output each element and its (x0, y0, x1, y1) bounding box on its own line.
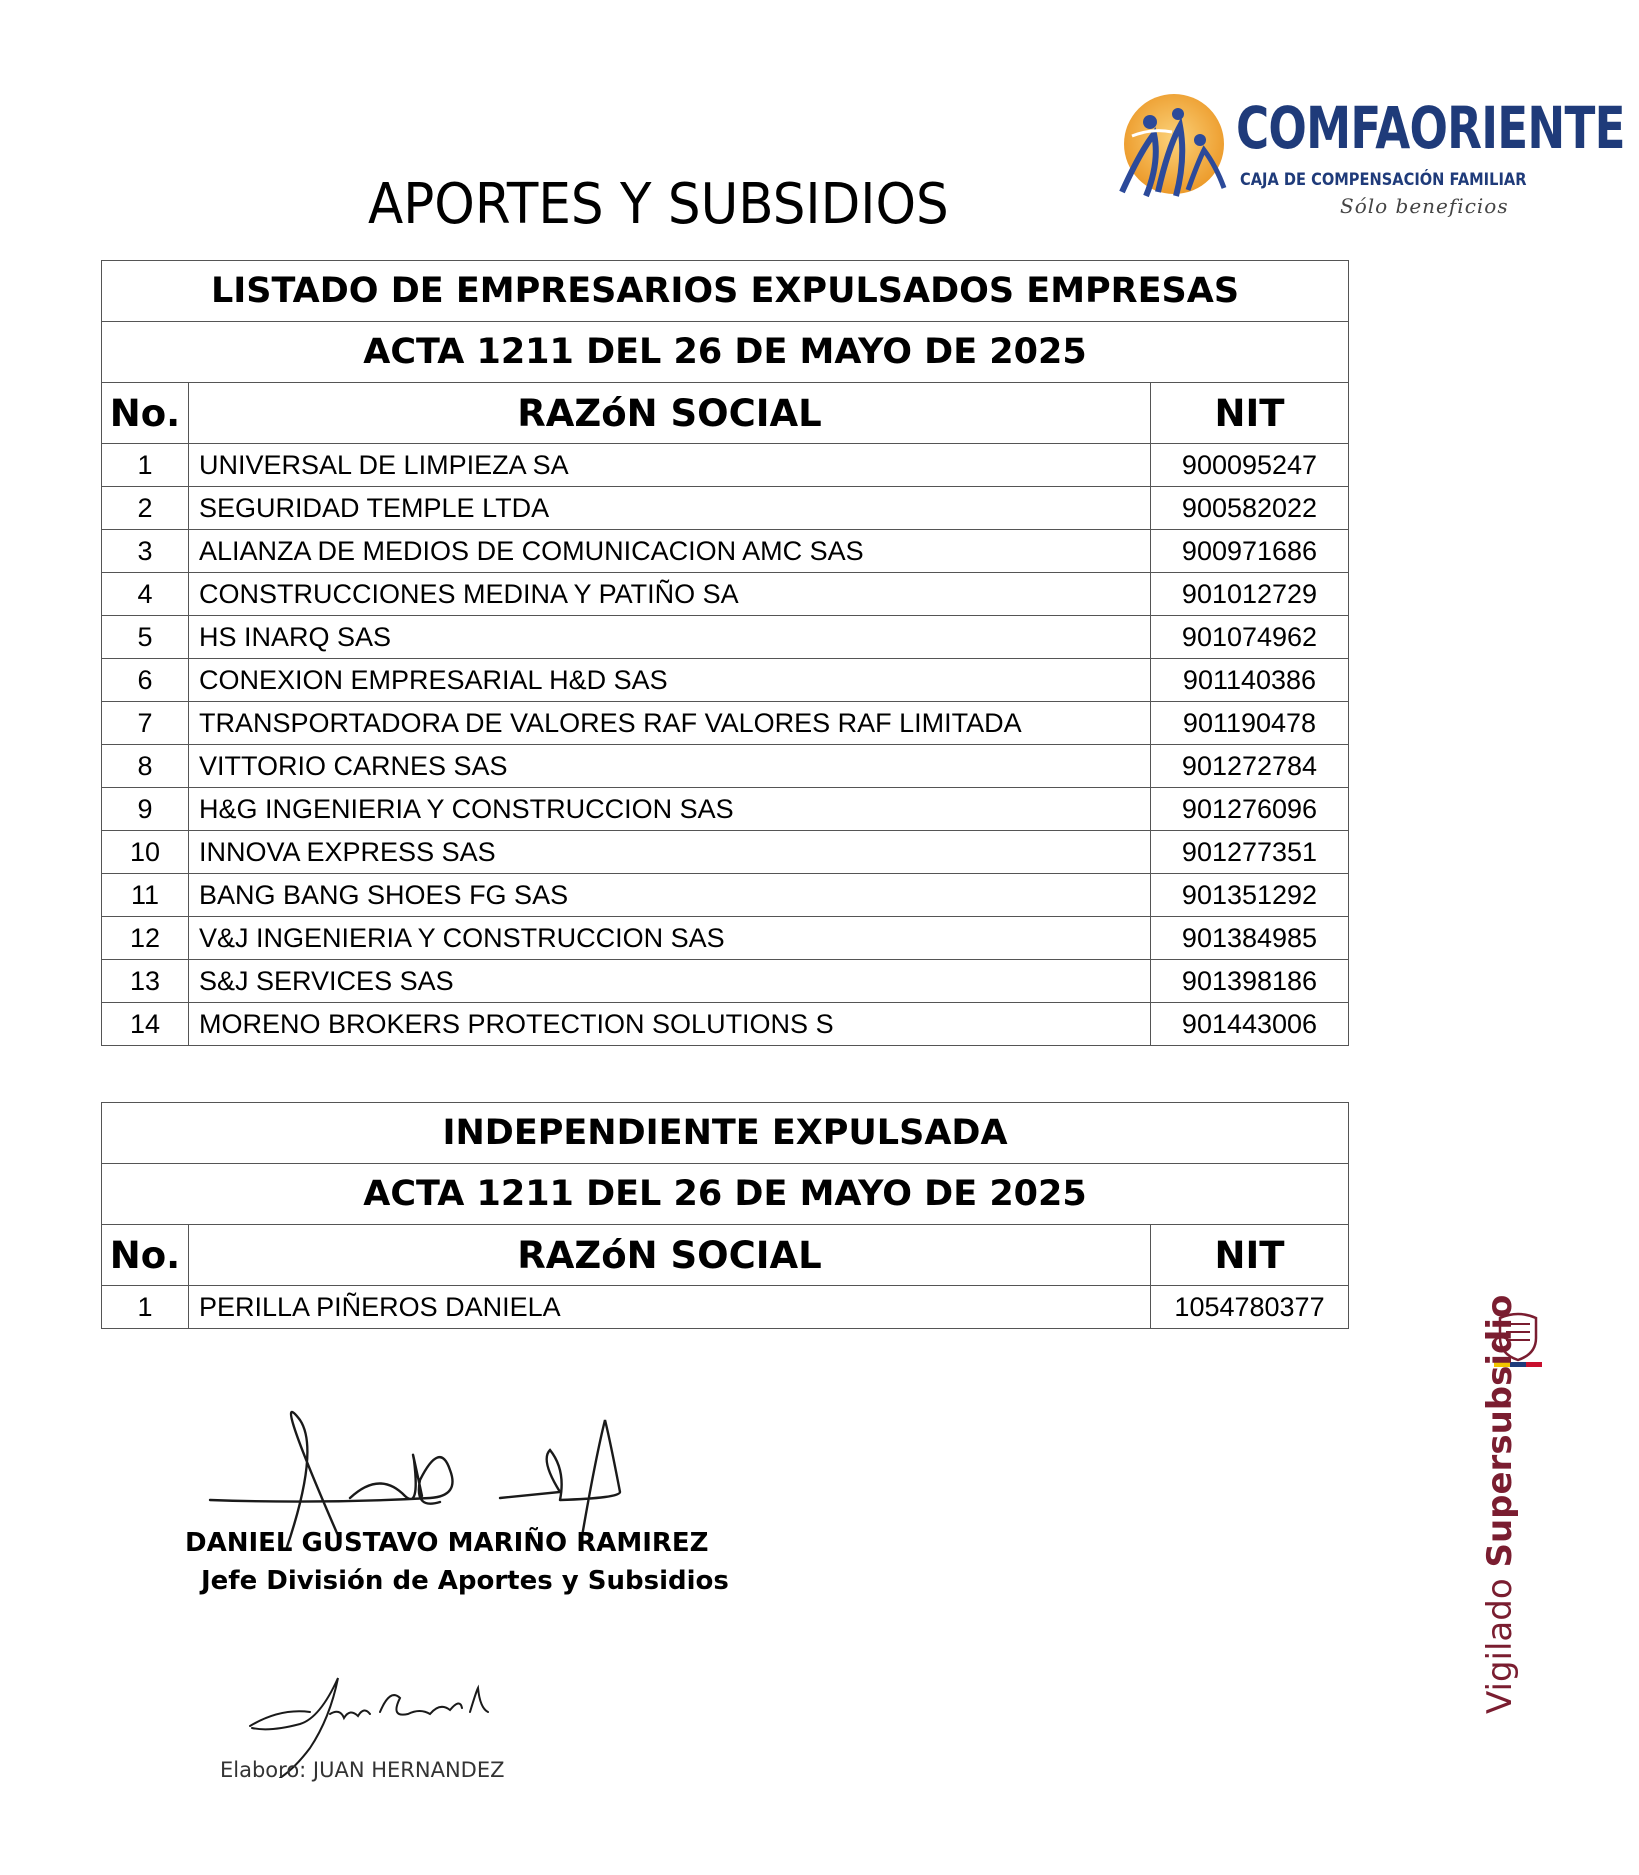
table-acta-row (102, 1164, 1349, 1225)
row-nit: 901140386 (1151, 659, 1349, 702)
row-razon-social: S&J SERVICES SAS (189, 960, 1151, 1003)
row-nit: 901012729 (1151, 573, 1349, 616)
row-nit: 901398186 (1151, 960, 1349, 1003)
row-number: 1 (102, 444, 189, 487)
row-razon-social: CONSTRUCCIONES MEDINA Y PATIÑO SA (189, 573, 1151, 616)
empresas-acta: ACTA 1211 DEL 26 DE MAYO DE 2025 (102, 322, 1349, 383)
column-header-nit: NIT (1151, 1225, 1349, 1286)
row-number: 13 (102, 960, 189, 1003)
row-nit: 900582022 (1151, 487, 1349, 530)
table-row (102, 444, 1349, 487)
comfaoriente-logo (1112, 88, 1625, 223)
row-nit: 900095247 (1151, 444, 1349, 487)
table-row (102, 616, 1349, 659)
row-nit: 901190478 (1151, 702, 1349, 745)
row-number: 3 (102, 530, 189, 573)
row-number: 8 (102, 745, 189, 788)
empresas-rows (102, 444, 1349, 1046)
row-nit: 901272784 (1151, 745, 1349, 788)
row-nit: 900971686 (1151, 530, 1349, 573)
column-header-no: No. (102, 1225, 189, 1286)
column-header-row (102, 1225, 1349, 1286)
row-number: 12 (102, 917, 189, 960)
empresas-table (101, 260, 1349, 1046)
row-nit: 901351292 (1151, 874, 1349, 917)
row-number: 1 (102, 1286, 189, 1329)
independiente-acta: ACTA 1211 DEL 26 DE MAYO DE 2025 (102, 1164, 1349, 1225)
row-razon-social: V&J INGENIERIA Y CONSTRUCCION SAS (189, 917, 1151, 960)
table-row (102, 1003, 1349, 1046)
row-razon-social: PERILLA PIÑEROS DANIELA (189, 1286, 1151, 1329)
empresas-title: LISTADO DE EMPRESARIOS EXPULSADOS EMPRESAS (102, 261, 1349, 322)
vigilado-brand: Supersubsidio (1480, 1294, 1520, 1568)
logo-subtitle: CAJA DE COMPENSACIÓN FAMILIAR (1240, 170, 1527, 190)
row-razon-social: INNOVA EXPRESS SAS (189, 831, 1151, 874)
signer-name: DANIEL GUSTAVO MARIÑO RAMIREZ (185, 1528, 709, 1558)
page-title: APORTES Y SUBSIDIOS (368, 172, 949, 237)
column-header-razon-social: RAZóN SOCIAL (189, 383, 1151, 444)
row-razon-social: ALIANZA DE MEDIOS DE COMUNICACION AMC SAS (189, 530, 1151, 573)
row-razon-social: SEGURIDAD TEMPLE LTDA (189, 487, 1151, 530)
row-nit: 901276096 (1151, 788, 1349, 831)
row-razon-social: UNIVERSAL DE LIMPIEZA SA (189, 444, 1151, 487)
vigilado-text (1480, 1295, 1520, 1714)
row-nit: 901277351 (1151, 831, 1349, 874)
row-number: 9 (102, 788, 189, 831)
table-title-row (102, 261, 1349, 322)
row-number: 2 (102, 487, 189, 530)
table-title-row (102, 1103, 1349, 1164)
table-row (102, 745, 1349, 788)
row-nit: 901384985 (1151, 917, 1349, 960)
row-razon-social: TRANSPORTADORA DE VALORES RAF VALORES RAF LIMITADA (189, 702, 1151, 745)
table-row (102, 487, 1349, 530)
logo-brand-name: COMFAORIENTE (1236, 94, 1625, 162)
table-row (102, 960, 1349, 1003)
row-number: 5 (102, 616, 189, 659)
table-row (102, 917, 1349, 960)
row-number: 11 (102, 874, 189, 917)
independiente-title: INDEPENDIENTE EXPULSADA (102, 1103, 1349, 1164)
table-row (102, 831, 1349, 874)
row-nit: 901074962 (1151, 616, 1349, 659)
column-header-row (102, 383, 1349, 444)
row-razon-social: H&G INGENIERIA Y CONSTRUCCION SAS (189, 788, 1151, 831)
row-nit: 1054780377 (1151, 1286, 1349, 1329)
row-number: 6 (102, 659, 189, 702)
vigilado-prefix: Vigilado (1480, 1567, 1520, 1714)
table-row (102, 874, 1349, 917)
table-row (102, 573, 1349, 616)
column-header-no: No. (102, 383, 189, 444)
row-number: 7 (102, 702, 189, 745)
row-razon-social: HS INARQ SAS (189, 616, 1151, 659)
table-row (102, 1286, 1349, 1329)
row-number: 10 (102, 831, 189, 874)
logo-tagline: Sólo beneficios (1340, 194, 1509, 218)
row-number: 4 (102, 573, 189, 616)
column-header-nit: NIT (1151, 383, 1349, 444)
row-nit: 901443006 (1151, 1003, 1349, 1046)
table-row (102, 702, 1349, 745)
row-razon-social: BANG BANG SHOES FG SAS (189, 874, 1151, 917)
family-logo-icon (1112, 92, 1230, 204)
table-row (102, 788, 1349, 831)
signer-role: Jefe División de Aportes y Subsidios (201, 1566, 729, 1596)
elaboro-label: Elaboro: JUAN HERNANDEZ (220, 1758, 505, 1782)
table-row (102, 530, 1349, 573)
independiente-table (101, 1102, 1349, 1329)
row-number: 14 (102, 1003, 189, 1046)
row-razon-social: VITTORIO CARNES SAS (189, 745, 1151, 788)
independiente-rows (102, 1286, 1349, 1329)
table-acta-row (102, 322, 1349, 383)
vigilado-supersubsidio-badge (1480, 1294, 1560, 1714)
table-row (102, 659, 1349, 702)
row-razon-social: CONEXION EMPRESARIAL H&D SAS (189, 659, 1151, 702)
row-razon-social: MORENO BROKERS PROTECTION SOLUTIONS S (189, 1003, 1151, 1046)
column-header-razon-social: RAZóN SOCIAL (189, 1225, 1151, 1286)
